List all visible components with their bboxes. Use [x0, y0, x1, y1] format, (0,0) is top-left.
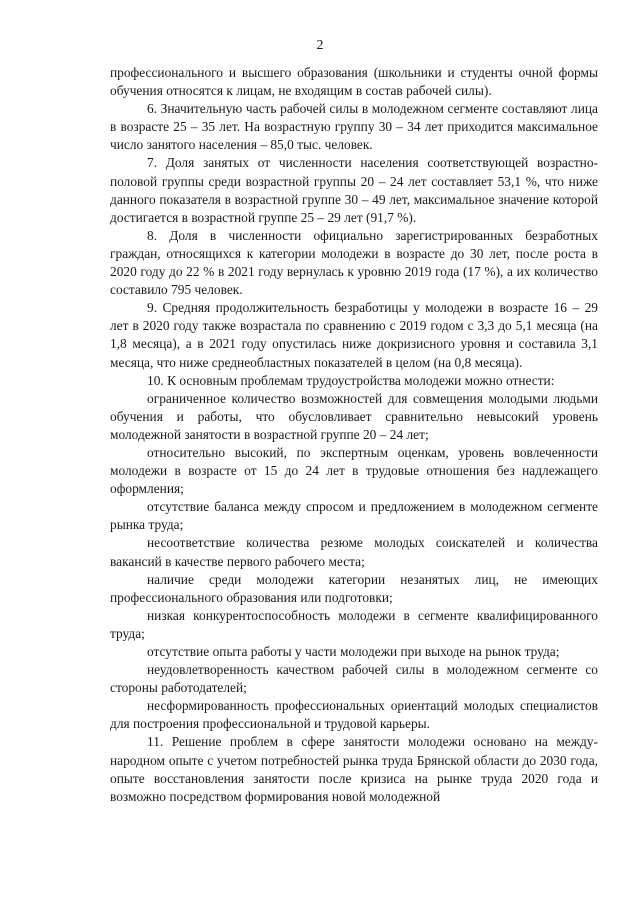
paragraph-item-7: 7. Доля занятых от численности населения соответствующей возрастно-половой группы среди возрастной группы 20 – 24 лет составляет 53,1 %, что ниже данного показателя в возрастной группе 30 – 49 лет, максимальное значение которой достигается в возрастной группе 25 – 29 лет (91,7 %). — [110, 155, 598, 225]
problem-list-item: несформированность профессиональных ориентаций молодых специалистов для построения профессиональной и трудовой карьеры. — [110, 698, 598, 732]
document-body — [110, 64, 598, 806]
problem-list-item: низкая конкурентоспособность молодежи в сегменте квалифицированного труда; — [110, 607, 598, 641]
problem-list-item: неудовлетворенность качеством рабочей силы в молодежном сегменте со стороны работодателей; — [110, 662, 598, 696]
problem-list-item: отсутствие баланса между спросом и предложением в молодежном сегменте рынка труда; — [110, 499, 598, 533]
page-number: 2 — [316, 38, 324, 53]
problem-list-item: ограниченное количество возможностей для совмещения молодыми людьми обучения и работы, что обусловливает сравнительно невысокий уровень молодежной занятости в возрастной группе 20 – 24 лет; — [110, 390, 598, 442]
problem-list-item: относительно высокий, по экспертным оценкам, уровень вовлеченности молодежи в возрасте от 15 до 24 лет в трудовые отношения без надлежащего оформления; — [110, 444, 598, 497]
paragraph-item-9: 9. Средняя продолжительность безработицы у молодежи в возрасте 16 – 29 лет в 2020 году также возрастала по сравнению с 2019 годом с 3,3 до 5,1 месяца (на 1,8 месяца), а в 2021 году опустилась ниже докризисного уровня и составила 3,1 месяца, что ниже среднеобластных показателей в целом (на 0,8 месяца). — [110, 300, 598, 370]
paragraph-item-10: 10. К основным проблемам трудоустройства молодежи можно отнести: — [147, 372, 555, 388]
paragraph-item-11: 11. Решение проблем в сфере занятости молодежи основано на международном опыте с учетом потребностей рынка труда Брянской области до 2030 года, опыте восстановления занятости после кризиса на рынке труда 2020 года и возможно посредством формирования новой молодежной — [110, 734, 598, 804]
paragraph-item-6: 6. Значительную часть рабочей силы в молодежном сегменте составляют лица в возрасте 25 – 35 лет. На возрастную группу 30 – 34 лет приходится максимальное число занятого населения – 85,0 тыс. человек. — [110, 101, 598, 153]
problem-list-item: наличие среди молодежи категории незанятых лиц, не имеющих профессионального образования или подготовки; — [110, 571, 598, 605]
paragraph-item-8: 8. Доля в численности официально зарегистрированных безработных граждан, относящихся к категории молодежи в возрасте до 30 лет, после роста в 2020 году до 22 % в 2021 году вернулась к уровню 2019 года (17 %), а их количество составило 795 человек. — [110, 227, 598, 298]
problem-list-item: несоответствие количества резюме молодых соискателей и количества вакансий в качестве первого рабочего места; — [110, 535, 598, 569]
paragraph-continuation: профессионального и высшего образования (школьники и студенты очной формы обучения относятся к лицам, не входящим в состав рабочей силы). — [110, 65, 598, 99]
problem-list-item: отсутствие опыта работы у части молодежи при выходе на рынок труда; — [147, 644, 560, 659]
